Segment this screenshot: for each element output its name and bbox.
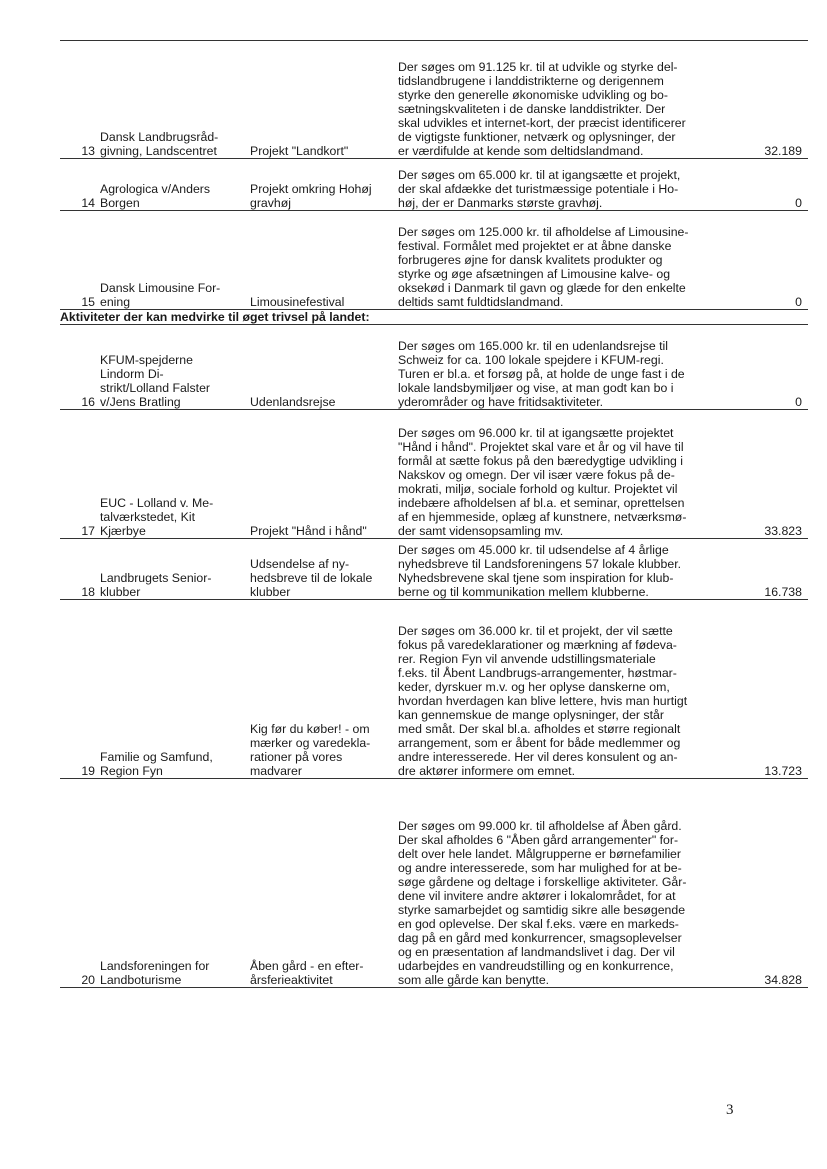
amount: 16.738 [764, 585, 802, 599]
organization-line: Landboturisme [100, 973, 182, 987]
row-number: 15 [81, 295, 95, 309]
description-line: med småt. Der skal bl.a. afholdes et større regionalt [398, 722, 681, 736]
table-row [60, 410, 808, 539]
description-line: deltids samt fuldtidslandmand. [398, 295, 564, 309]
description-line: Der søges om 165.000 kr. til en udenlandsrejse til [398, 339, 668, 353]
organization [100, 130, 250, 158]
description-line: fokus på varedeklarationer og mærkning af fødeva- [398, 638, 677, 652]
organization-line: Lindorm Di- [100, 367, 164, 381]
description [398, 543, 738, 599]
organization [100, 571, 250, 599]
description [398, 168, 738, 210]
amount: 32.189 [764, 144, 802, 158]
description-line: yderområder og have fritidsaktiviteter. [398, 395, 604, 409]
row-number: 14 [81, 196, 95, 210]
description-line: hvordan hverdagen kan blive lettere, hvis man hurtigt [398, 694, 688, 708]
description-line: Turen er bl.a. et forsøg på, at holde de unge fast i de [398, 367, 685, 381]
description-line: og andre interesserede, som har mulighed for at be- [398, 861, 682, 875]
description-line: høj, der er Danmarks største gravhøj. [398, 196, 603, 210]
table-row [60, 787, 808, 988]
amount: 33.823 [764, 524, 802, 538]
description-line: styrke samarbejdet og samtidig sikre alle besøgende [398, 903, 686, 917]
description-line: Nyhedsbrevene skal tjene som inspiration for klub- [398, 571, 674, 585]
organization-line: Landsforeningen for [100, 959, 210, 973]
description-line: indebære afholdelsen af bl.a. et seminar, oprettelsen [398, 496, 685, 510]
description [398, 60, 738, 158]
description-line: Der søges om 99.000 kr. til afholdelse af Åben gård. [398, 819, 682, 833]
description-line: der skal afdække det turistmæssige potentiale i Ho- [398, 182, 679, 196]
project-line: klubber [250, 585, 291, 599]
description-line: Der skal afholdes 6 "Åben gård arrangementer" for- [398, 833, 679, 847]
description-line: nyhedsbreve til Landsforeningens 57 lokale klubber. [398, 557, 682, 571]
description-line: de vigtigste funktioner, netværk og oplysninger, der [398, 130, 676, 144]
organization-line: EUC - Lolland v. Me- [100, 496, 214, 510]
organization [100, 281, 250, 309]
description-line: Der søges om 125.000 kr. til afholdelse af Limousine- [398, 225, 689, 239]
organization-line: klubber [100, 585, 141, 599]
description-line: rer. Region Fyn vil anvende udstillingsmateriale [398, 652, 656, 666]
row-number: 20 [81, 973, 95, 987]
description-line: søge gårdene og deltage i forskellige aktiviteter. Går- [398, 875, 687, 889]
organization [100, 750, 250, 778]
description-line: og en præsentation af landmandslivet i dag. Der vil [398, 945, 675, 959]
organization-line: strikt/Lolland Falster [100, 381, 211, 395]
project-title [250, 144, 395, 158]
description-line: berne og til kommunikation mellem klubberne. [398, 585, 649, 599]
description-line: sætningskvaliteten i de danske landdistrikter. Der [398, 102, 666, 116]
project-title [250, 722, 395, 778]
page-number: 3 [726, 1102, 734, 1118]
description-line: dag på en gård med konkurrencer, smagsoplevelser [398, 931, 682, 945]
table-row [60, 600, 808, 779]
organization-line: Agrologica v/Anders [100, 182, 211, 196]
description [398, 624, 738, 778]
organization-line: givning, Landscentret [100, 144, 217, 158]
description-line: arrangement, som er åbent for både medlemmer og [398, 736, 681, 750]
description-line: delt over hele landet. Målgrupperne er børnefamilier [398, 847, 681, 861]
project-title [250, 557, 395, 599]
table-row [60, 327, 808, 410]
project-line: Kig før du køber! - om [250, 722, 370, 736]
project-title [250, 182, 395, 210]
description-line: Der søges om 45.000 kr. til udsendelse af 4 årlige [398, 543, 669, 557]
amount: 34.828 [764, 973, 802, 987]
section-heading: Aktiviteter der kan medvirke til øget trivsel på landet: [60, 310, 808, 325]
top-rule [60, 40, 808, 41]
description-line: er værdifulde at kende som deltidslandmand. [398, 144, 644, 158]
description-line: f.eks. til Åbent Landbrugs-arrangementer, høstmar- [398, 666, 677, 680]
description-line: lokale landsbymiljøer og vise, at man godt kan bo i [398, 381, 674, 395]
project-line: rationer på vores [250, 750, 343, 764]
project-title [250, 959, 395, 987]
project-title [250, 295, 395, 309]
organization-line: Dansk Landbrugsråd- [100, 130, 219, 144]
row-number: 13 [81, 144, 95, 158]
organization-line: talværkstedet, Kit [100, 510, 195, 524]
project-line: Udenlandsrejse [250, 395, 336, 409]
table-row [60, 44, 808, 159]
description-line: Der søges om 96.000 kr. til at igangsætte projektet [398, 426, 674, 440]
description-line: der samt vidensopsamling mv. [398, 524, 564, 538]
row-number: 16 [81, 395, 95, 409]
organization-line: ening [100, 295, 131, 309]
organization [100, 496, 250, 538]
organization [100, 959, 250, 987]
project-line: gravhøj [250, 196, 292, 210]
description-line: mokrati, miljø, sociale forhold og kultur. Projektet vil [398, 482, 678, 496]
project-line: Projekt "Hånd i hånd" [250, 524, 367, 538]
organization-line: Familie og Samfund, [100, 750, 213, 764]
description-line: af en hjemmeside, oplæg af kunstnere, netværksmø- [398, 510, 687, 524]
row-number: 18 [81, 585, 95, 599]
description-line: Schweiz for ca. 100 lokale spejdere i KFUM-regi. [398, 353, 664, 367]
project-title [250, 524, 395, 538]
project-line: hedsbreve til de lokale [250, 571, 373, 585]
table-row [60, 211, 808, 310]
project-line: Åben gård - en efter- [250, 959, 364, 973]
project-line: årsferieaktivitet [250, 973, 333, 987]
description-line: "Hånd i hånd". Projektet skal vare et år og vil have til [398, 440, 684, 454]
organization [100, 182, 250, 210]
description-line: dene vil invitere andre aktører i lokalområdet, for at [398, 889, 676, 903]
amount: 0 [795, 196, 802, 210]
project-line: Projekt "Landkort" [250, 144, 349, 158]
description-line: dre aktører informere om emnet. [398, 764, 575, 778]
description-line: kan gennemskue de mange oplysninger, der står [398, 708, 664, 722]
description-line: en god oplevelse. Der skal f.eks. være en markeds- [398, 917, 679, 931]
description [398, 339, 738, 409]
organization [100, 353, 250, 409]
organization-line: KFUM-spejderne [100, 353, 193, 367]
description [398, 225, 738, 309]
table-row [60, 539, 808, 600]
row-number: 17 [81, 524, 95, 538]
description-line: Nakskov og omegn. Der vil især være fokus på de- [398, 468, 675, 482]
organization-line: Dansk Limousine For- [100, 281, 221, 295]
organization-line: Landbrugets Senior- [100, 571, 212, 585]
organization-line: Region Fyn [100, 764, 163, 778]
description [398, 426, 738, 538]
description-line: Der søges om 91.125 kr. til at udvikle og styrke del- [398, 60, 678, 74]
organization-line: Kjærbye [100, 524, 146, 538]
description-line: tidslandbrugene i landdistrikterne og derigennem [398, 74, 664, 88]
amount: 0 [795, 395, 802, 409]
amount: 0 [795, 295, 802, 309]
amount: 13.723 [764, 764, 802, 778]
project-line: Udsendelse af ny- [250, 557, 350, 571]
description-line: oksekød i Danmark til gavn og glæde for den enkelte [398, 281, 686, 295]
description-line: som alle gårde kan benytte. [398, 973, 550, 987]
organization-line: Borgen [100, 196, 140, 210]
description-line: andre interesserede. Her vil deres konsulent og an- [398, 750, 678, 764]
description-line: keder, dyrskuer m.v. og her oplyse danskerne om, [398, 680, 670, 694]
table-row [60, 159, 808, 211]
project-line: Limousinefestival [250, 295, 345, 309]
description-line: festival. Formålet med projektet er at åbne danske [398, 239, 672, 253]
description-line: styrke og øge afsætningen af Limousine kalve- og [398, 267, 671, 281]
project-line: madvarer [250, 764, 302, 778]
description [398, 819, 738, 987]
description-line: udarbejdes en vandreudstilling og en konkurrence, [398, 959, 674, 973]
description-line: skal udvikles et internet-kort, der præcist identificerer [398, 116, 686, 130]
project-line: mærker og varedekla- [250, 736, 371, 750]
description-line: forbrugeres øjne for dansk kvalitets produkter og [398, 253, 663, 267]
organization-line: v/Jens Bratling [100, 395, 181, 409]
project-title [250, 395, 395, 409]
project-line: Projekt omkring Hohøj [250, 182, 372, 196]
description-line: Der søges om 65.000 kr. til at igangsætte et projekt, [398, 168, 681, 182]
row-number: 19 [81, 764, 95, 778]
description-line: Der søges om 36.000 kr. til et projekt, der vil sætte [398, 624, 673, 638]
description-line: formål at sætte fokus på den bæredygtige udvikling i [398, 454, 684, 468]
description-line: styrke den generelle økonomiske udvikling og bo- [398, 88, 668, 102]
